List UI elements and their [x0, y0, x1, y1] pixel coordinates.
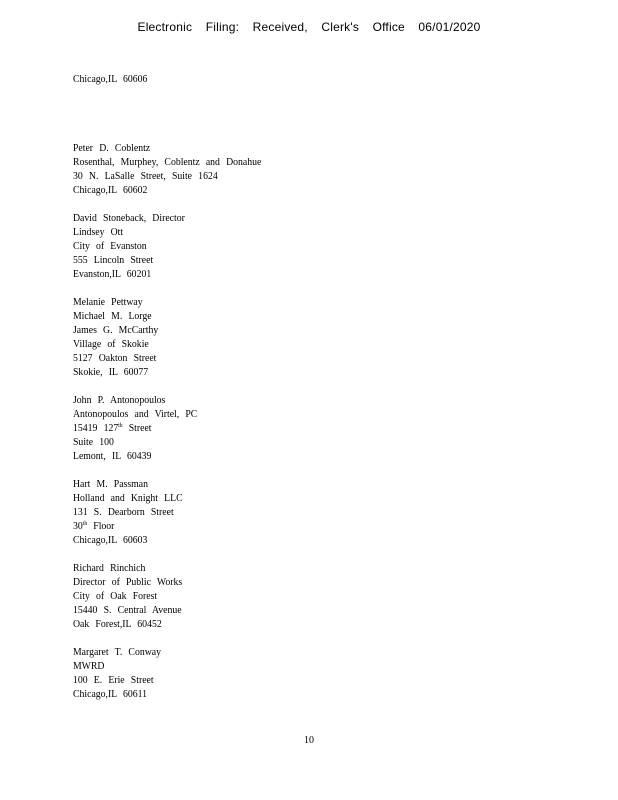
address-line — [73, 590, 261, 604]
address-line-text: Peter D. Coblentz — [73, 143, 151, 154]
address-line — [73, 268, 261, 282]
address-line-text: Chicago,IL 60603 — [73, 535, 148, 546]
address-line-suffix: Street — [122, 423, 152, 434]
address-line — [73, 310, 261, 324]
address-line — [73, 338, 261, 352]
address-block — [73, 212, 261, 282]
address-line-text: 555 Lincoln Street — [73, 255, 154, 266]
address-line-text: 15419 127 — [73, 423, 119, 434]
address-line-text: MWRD — [73, 661, 105, 672]
address-line-text: Skokie, IL 60077 — [73, 367, 149, 378]
address-line — [73, 366, 261, 380]
address-line — [73, 394, 261, 408]
address-line — [73, 646, 261, 660]
address-line — [73, 604, 261, 618]
address-line-text: Suite 100 — [73, 437, 114, 448]
address-line — [73, 240, 261, 254]
address-line — [73, 142, 261, 156]
ordinal-suffix: th — [82, 521, 88, 527]
address-line: Chicago,IL 60606 — [73, 74, 148, 85]
address-line-text: Rosenthal, Murphey, Coblentz and Donahue — [73, 157, 262, 168]
address-line — [73, 296, 261, 310]
address-line-text: Oak Forest,IL 60452 — [73, 619, 162, 630]
address-block — [73, 478, 261, 548]
address-line-text: Holland and Knight LLC — [73, 493, 183, 504]
address-line — [73, 352, 261, 366]
address-line-text: Margaret T. Conway — [73, 647, 161, 658]
address-line-text: City of Oak Forest — [73, 591, 158, 602]
address-line — [73, 576, 261, 590]
address-line-text: Evanston,IL 60201 — [73, 269, 152, 280]
ordinal-suffix: th — [118, 423, 123, 429]
address-line — [73, 436, 261, 450]
address-line — [73, 184, 261, 198]
address-line — [73, 170, 261, 184]
address-line-text: Director of Public Works — [73, 577, 183, 588]
address-line — [73, 660, 261, 674]
address-block — [73, 296, 261, 380]
address-line-text: Chicago,IL 60611 — [73, 689, 148, 700]
continued-address-line — [73, 73, 147, 87]
address-line-text: Michael M. Lorge — [73, 311, 152, 322]
address-line-text: John P. Antonopoulos — [73, 395, 166, 406]
address-line-text: City of Evanston — [73, 241, 147, 252]
address-line — [73, 422, 261, 436]
address-block — [73, 142, 261, 198]
address-line-text: James G. McCarthy — [73, 325, 159, 336]
address-line-text: Lindsey Ott — [73, 227, 124, 238]
address-line-text: 15440 S. Central Avenue — [73, 605, 182, 616]
page-number: 10 — [304, 735, 314, 746]
address-line-suffix: Floor — [87, 521, 115, 532]
address-line-text: Antonopoulos and Virtel, PC — [73, 409, 198, 420]
address-line — [73, 562, 261, 576]
address-line-text: Hart M. Passman — [73, 479, 148, 490]
address-line — [73, 534, 261, 548]
service-list — [73, 142, 261, 716]
address-block — [73, 562, 261, 632]
address-line-text: 30 — [73, 521, 83, 532]
address-line-text: Lemont, IL 60439 — [73, 451, 152, 462]
address-line-text: Village of Skokie — [73, 339, 149, 350]
address-line — [73, 226, 261, 240]
address-line — [73, 450, 261, 464]
address-line — [73, 254, 261, 268]
address-line-text: 5127 Oakton Street — [73, 353, 157, 364]
address-line — [73, 492, 261, 506]
address-line-text: Melanie Pettway — [73, 297, 143, 308]
address-line-text: 100 E. Erie Street — [73, 675, 154, 686]
address-line — [73, 506, 261, 520]
address-line-text: Richard Rinchich — [73, 563, 146, 574]
address-block — [73, 394, 261, 464]
address-line — [73, 212, 261, 226]
address-line-text: David Stoneback, Director — [73, 213, 185, 224]
filing-stamp-header — [0, 20, 618, 34]
address-line — [73, 688, 261, 702]
address-block — [73, 646, 261, 702]
address-line — [73, 156, 261, 170]
address-line — [73, 674, 261, 688]
address-line-text: 131 S. Dearborn Street — [73, 507, 174, 518]
address-line — [73, 618, 261, 632]
address-line — [73, 478, 261, 492]
address-line-text: Chicago,IL 60602 — [73, 185, 148, 196]
address-line-text: 30 N. LaSalle Street, Suite 1624 — [73, 171, 218, 182]
filing-stamp-text: Electronic Filing: Received, Clerk's Office 06/01/2020 — [137, 20, 481, 34]
address-line — [73, 520, 261, 534]
address-line — [73, 324, 261, 338]
address-line — [73, 408, 261, 422]
